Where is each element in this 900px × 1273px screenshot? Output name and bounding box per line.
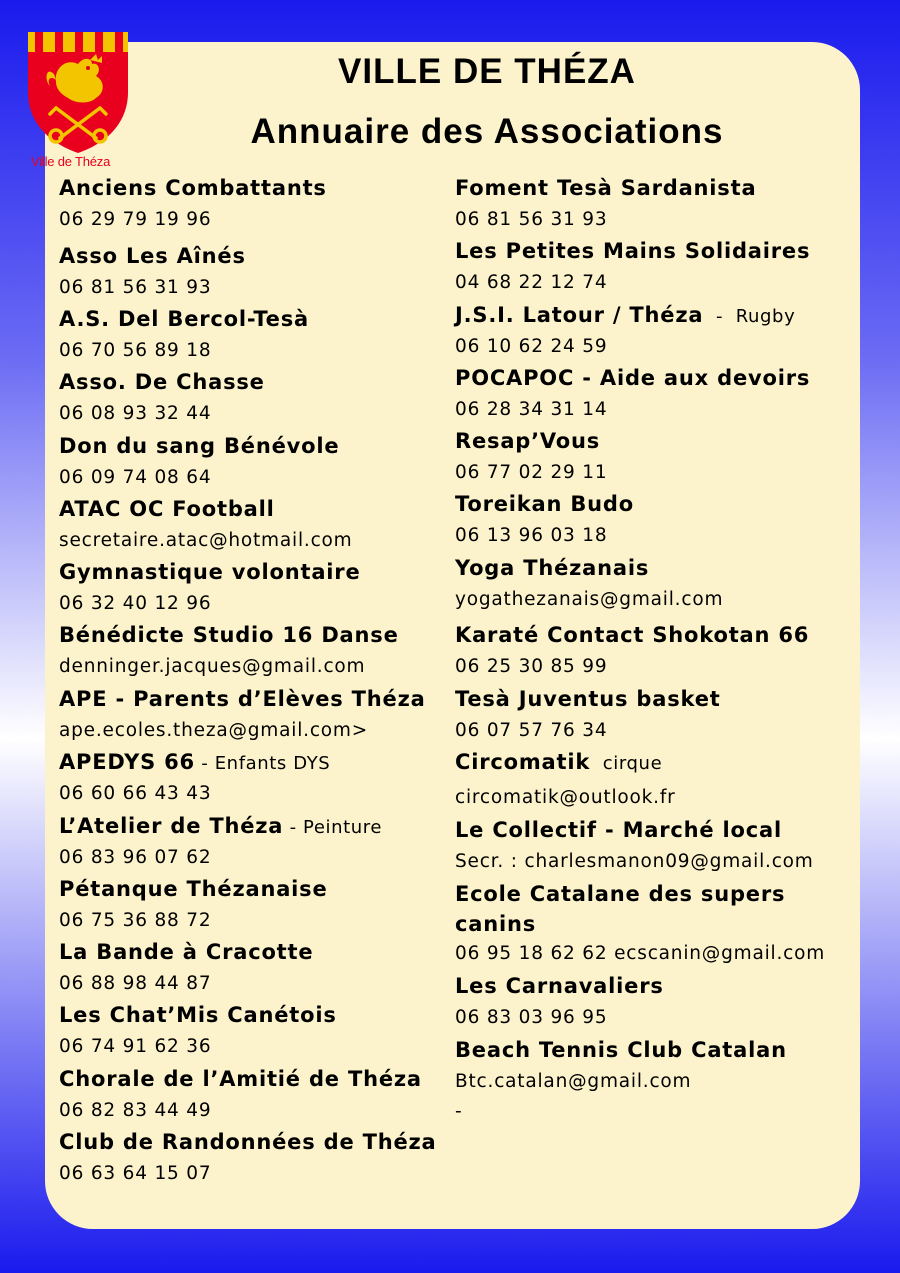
association-entry xyxy=(59,1128,437,1188)
association-name: J.S.I. Latour / Théza xyxy=(455,303,704,327)
association-entry xyxy=(455,301,795,361)
association-name: Yoga Thézanais xyxy=(455,556,650,580)
association-contact: 04 68 22 12 74 xyxy=(455,272,608,293)
page-subtitle: Annuaire des Associations xyxy=(250,112,724,151)
association-email: denninger.jacques@gmail.com xyxy=(59,656,366,677)
association-contact: 06 32 40 12 96 xyxy=(59,593,212,614)
association-entry xyxy=(455,490,634,550)
association-email: yogathezanais@gmail.com xyxy=(455,589,724,610)
association-email: ape.ecoles.theza@gmail.com> xyxy=(59,720,369,741)
association-name: L’Atelier de Théza xyxy=(59,814,284,838)
association-note: - Enfants DYS xyxy=(194,753,331,774)
association-contact: 06 70 56 89 18 xyxy=(59,340,212,361)
association-name: Toreikan Budo xyxy=(455,492,634,516)
association-entry xyxy=(59,495,353,555)
association-contact: 06 83 96 07 62 xyxy=(59,847,212,868)
association-entry xyxy=(455,621,809,681)
association-contact: 06 28 34 31 14 xyxy=(455,399,608,420)
association-name: Gymnastique volontaire xyxy=(59,560,361,584)
association-name: Les Chat’Mis Canétois xyxy=(59,1003,337,1027)
page-title: VILLE DE THÉZA xyxy=(338,52,636,91)
association-contact: 06 29 79 19 96 xyxy=(59,209,212,230)
association-name: Asso Les Aînés xyxy=(59,244,246,268)
association-note: - Rugby xyxy=(703,306,796,327)
association-name: Ecole Catalane des supers xyxy=(455,882,786,906)
association-contact: 06 75 36 88 72 xyxy=(59,910,212,931)
logo-caption: Ville de Théza xyxy=(31,154,111,169)
association-contact: 06 08 93 32 44 xyxy=(59,403,212,424)
association-contact: 06 10 62 24 59 xyxy=(455,336,608,357)
association-name: ATAC OC Football xyxy=(59,497,275,521)
association-contact: 06 81 56 31 93 xyxy=(455,209,608,230)
association-entry xyxy=(59,368,265,428)
association-name: Tesà Juventus basket xyxy=(455,687,721,711)
association-contact: 06 77 02 29 11 xyxy=(455,462,608,483)
association-contact: 06 25 30 85 99 xyxy=(455,656,608,677)
association-entry xyxy=(59,1065,422,1125)
association-entry xyxy=(455,364,810,424)
association-entry xyxy=(59,174,327,234)
association-name: Asso. De Chasse xyxy=(59,370,265,394)
association-entry xyxy=(59,812,382,872)
association-name: Karaté Contact Shokotan 66 xyxy=(455,623,810,647)
association-entry xyxy=(59,621,399,681)
association-name: POCAPOC - Aide aux devoirs xyxy=(455,366,811,390)
association-entry xyxy=(455,554,723,614)
association-name: Circomatik xyxy=(455,750,591,774)
association-name: Les Petites Mains Solidaires xyxy=(455,239,811,263)
association-entry xyxy=(455,816,814,876)
association-name: Le Collectif - Marché local xyxy=(455,818,782,842)
association-entry xyxy=(59,748,330,808)
association-contact: 06 88 98 44 87 xyxy=(59,973,212,994)
association-entry xyxy=(455,748,676,812)
association-entry xyxy=(59,242,246,302)
association-contact: 06 74 91 62 36 xyxy=(59,1036,212,1057)
association-name: Pétanque Thézanaise xyxy=(59,877,328,901)
association-entry xyxy=(59,558,361,618)
association-name: Chorale de l’Amitié de Théza xyxy=(59,1067,422,1091)
association-name: Club de Randonnées de Théza xyxy=(59,1130,437,1154)
association-name: APEDYS 66 xyxy=(59,750,195,774)
association-email: secretaire.atac@hotmail.com xyxy=(59,530,353,551)
association-contact: 06 09 74 08 64 xyxy=(59,467,212,488)
association-name: Resap’Vous xyxy=(455,429,601,453)
association-entry xyxy=(455,427,607,487)
association-contact: 06 60 66 43 43 xyxy=(59,783,212,804)
association-note: - Peinture xyxy=(283,817,383,838)
association-name: Don du sang Bénévole xyxy=(59,434,340,458)
association-entry xyxy=(455,237,810,297)
association-entry xyxy=(59,1001,337,1061)
association-entry xyxy=(455,174,756,234)
association-entry xyxy=(59,305,309,365)
association-entry xyxy=(455,972,664,1032)
association-name: Les Carnavaliers xyxy=(455,974,664,998)
association-entry xyxy=(59,685,426,745)
association-contact: 06 63 64 15 07 xyxy=(59,1163,212,1184)
association-name: APE - Parents d’Elèves Théza xyxy=(59,687,426,711)
association-contact: 06 83 03 96 95 xyxy=(455,1007,608,1028)
association-email: circomatik@outlook.fr xyxy=(455,787,676,808)
association-name: La Bande à Cracotte xyxy=(59,940,314,964)
association-name: Foment Tesà Sardanista xyxy=(455,176,757,200)
association-name: A.S. Del Bercol-Tesà xyxy=(59,307,309,331)
association-name: Beach Tennis Club Catalan xyxy=(455,1038,787,1062)
association-contact: 06 07 57 76 34 xyxy=(455,720,608,741)
association-email: Btc.catalan@gmail.com xyxy=(455,1071,692,1092)
association-entry xyxy=(455,685,721,745)
association-entry xyxy=(455,1036,787,1126)
association-name: Anciens Combattants xyxy=(59,176,327,200)
association-name-line2: canins xyxy=(455,912,537,936)
association-entry xyxy=(455,880,825,968)
association-entry xyxy=(59,875,328,935)
association-contact: 06 81 56 31 93 xyxy=(59,277,212,298)
association-contact: 06 95 18 62 62 ecscanin@gmail.com xyxy=(455,943,826,964)
association-name: Bénédicte Studio 16 Danse xyxy=(59,623,399,647)
association-email: Secr. : charlesmanon09@gmail.com xyxy=(455,851,814,872)
association-note: cirque xyxy=(590,753,663,774)
association-entry xyxy=(59,938,313,998)
association-contact: 06 82 83 44 49 xyxy=(59,1100,212,1121)
trailing-dash: - xyxy=(455,1101,463,1122)
association-entry xyxy=(59,432,339,492)
association-contact: 06 13 96 03 18 xyxy=(455,525,608,546)
